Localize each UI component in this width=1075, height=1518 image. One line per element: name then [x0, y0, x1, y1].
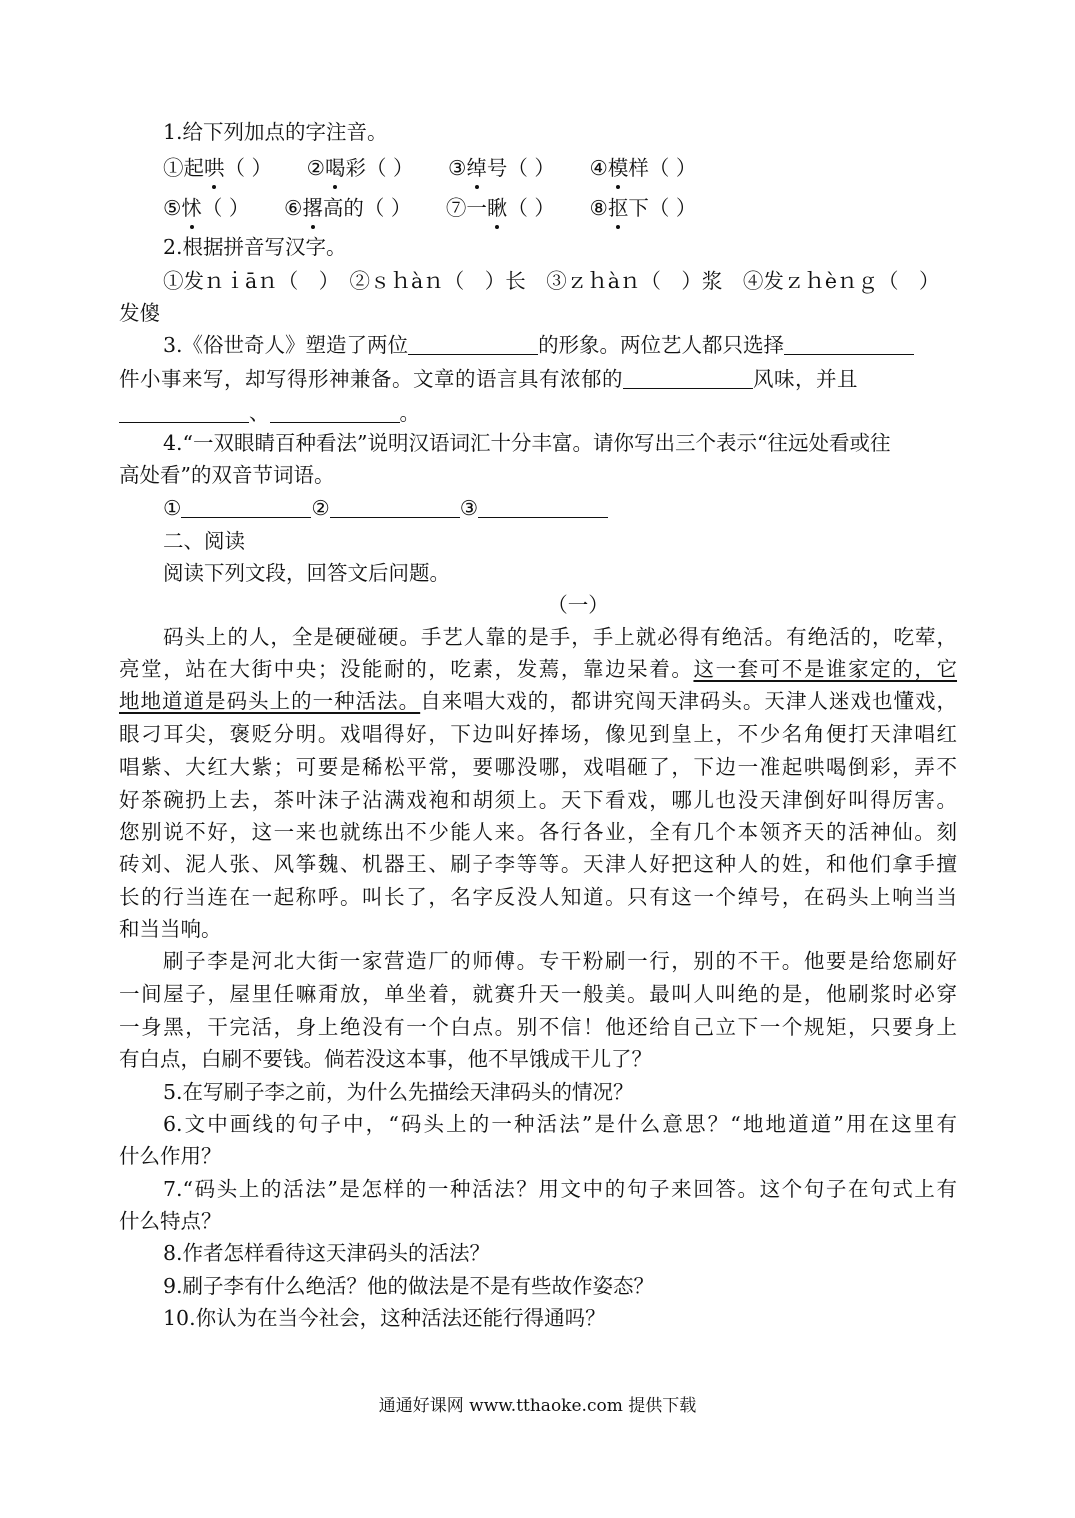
q1-row-2: [163, 193, 957, 223]
q1-item-3: ③绰号（ ）: [448, 156, 555, 180]
passage-line-13: 一身黑，干完活，身上绝没有一个白点。别不信！他还给自己立下一个规矩，只要身上: [119, 1015, 957, 1039]
question-8: 8.作者怎样看待这天津码头的活法？: [163, 1241, 491, 1265]
q4-line-2: 高处看”的双音节词语。: [119, 463, 335, 487]
q3-blank-4[interactable]: [119, 402, 249, 424]
passage-line-14: 有白点，白刷不要钱。倘若没这本事，他不早饿成干儿了？: [119, 1047, 652, 1071]
question-10: 10.你认为在当今社会，这种活法还能行得通吗？: [163, 1306, 606, 1330]
passage-line-11: 刷子李是河北大街一家营造厂的师傅。专干粉刷一行，别的不干。他要是给您刷好: [163, 949, 957, 973]
q1-item-7: ⑦一瞅（ ）: [446, 196, 555, 220]
q4-blank-2[interactable]: [330, 497, 460, 519]
passage-line-9: 长的行当连在一起称呼。叫长了，名字反没人知道。只有这一个绰号，在码头上响当当: [119, 885, 957, 909]
passage-line-3: 地地道道是码头上的一种活法。自来唱大戏的，都讲究闯天津码头。天津人迷戏也懂戏，: [119, 689, 958, 713]
section-instruction: 阅读下列文段，回答文后问题。: [163, 561, 450, 585]
q1-title: 1.给下列加点的字注音。: [163, 120, 388, 144]
q1-item-5: ⑤怵（ ）: [163, 196, 249, 220]
q1-item-4: ④模样（ ）: [589, 156, 696, 180]
q4-blank-1[interactable]: [181, 497, 311, 519]
q2-title: 2.根据拼音写汉字。: [163, 235, 347, 259]
question-9: 9.刷子李有什么绝活？他的做法是不是有些故作姿态？: [163, 1274, 655, 1298]
footer-credit: 通通好课网 www.tthaoke.com 提供下载: [378, 1396, 697, 1416]
passage-line-6: 好茶碗扔上去，茶叶沫子沾满戏袍和胡须上。天下看戏，哪儿也没天津倒好叫得厉害。: [119, 788, 957, 812]
question-6-line-1: 6.文中画线的句子中，“码头上的一种活法”是什么意思？“地地道道”用在这里有: [163, 1112, 957, 1136]
q4-answer-row: ① ② ③: [163, 493, 957, 523]
q1-item-1: ①起哄（ ）: [163, 156, 272, 180]
q3-line-1: 3.《俗世奇人》塑造了两位 的形象。两位艺人都只选择: [163, 330, 957, 360]
q1-item-8: ⑧抠下（ ）: [589, 196, 696, 220]
passage-line-7: 您别说不好，这一来也就练出不少能人来。各行各业，全有几个本领齐天的活神仙。刻: [119, 820, 957, 844]
question-5: 5.在写刷子李之前，为什么先描绘天津码头的情况？: [163, 1080, 634, 1104]
part-label: （一）: [547, 593, 609, 617]
question-7-line-1: 7.“码头上的活法”是怎样的一种活法？用文中的句子来回答。这个句子在句式上有: [163, 1177, 957, 1201]
passage-line-1: 码头上的人，全是硬碰硬。手艺人靠的是手，手上就必得有绝活。有绝活的，吃荤，: [163, 625, 957, 649]
q2-line-1: ①发ｎｉāｎ（ ） ②ｓｈàｎ（ ）长 ③ｚｈàｎ（ ）浆 ④发ｚｈèｎｇ（ ）: [163, 269, 940, 293]
q3-line-3: 、 。: [119, 398, 957, 428]
underlined-sentence-part-2: 地地道道是码头上的一种活法。: [119, 689, 421, 713]
q3-line-2: 件小事来写，却写得形神兼备。文章的语言具有浓郁的 风味，并且: [119, 367, 858, 391]
q4-line-1: 4.“一双眼睛百种看法”说明汉语词汇十分丰富。请你写出三个表示“往远处看或往: [163, 431, 891, 455]
passage-line-5: 唱紫、大红大紫；可要是稀松平常，要哪没哪，戏唱砸了，下边一准起哄喝倒彩，弄不: [119, 755, 957, 779]
passage-line-4: 眼刁耳尖，褒贬分明。戏唱得好，下边叫好捧场，像见到皇上，不少名角便打天津唱红: [119, 722, 957, 746]
q3-blank-5[interactable]: [270, 402, 400, 424]
passage-line-2: 亮堂，站在大街中央；没能耐的，吃素，发蔫，靠边呆着。这一套可不是谁家定的，它: [119, 657, 958, 681]
q2-line-2: 发傻: [119, 301, 160, 325]
underlined-sentence-part-1: 这一套可不是谁家定的，它: [693, 657, 958, 681]
section-heading: 二、阅读: [163, 529, 245, 553]
q3-blank-2[interactable]: [784, 334, 914, 356]
passage-line-10: 和当当响。: [119, 917, 222, 941]
passage-line-12: 一间屋子，屋里任嘛甭放，单坐着，就赛升天一般美。最叫人叫绝的是，他刷浆时必穿: [119, 982, 957, 1006]
question-7-line-2: 什么特点？: [119, 1209, 222, 1233]
q1-item-2: ②喝彩（ ）: [307, 156, 414, 180]
q3-blank-1[interactable]: [408, 334, 538, 356]
passage-line-8: 砖刘、泥人张、风筝魏、机器王、刷子李等等。天津人好把这种人的姓，和他们拿手擅: [119, 852, 957, 876]
q1-row-1: [163, 153, 957, 183]
q4-blank-3[interactable]: [478, 497, 608, 519]
q3-blank-3[interactable]: [623, 368, 753, 390]
q1-item-6: ⑥撂高的（ ）: [284, 196, 411, 220]
question-6-line-2: 什么作用？: [119, 1144, 222, 1168]
